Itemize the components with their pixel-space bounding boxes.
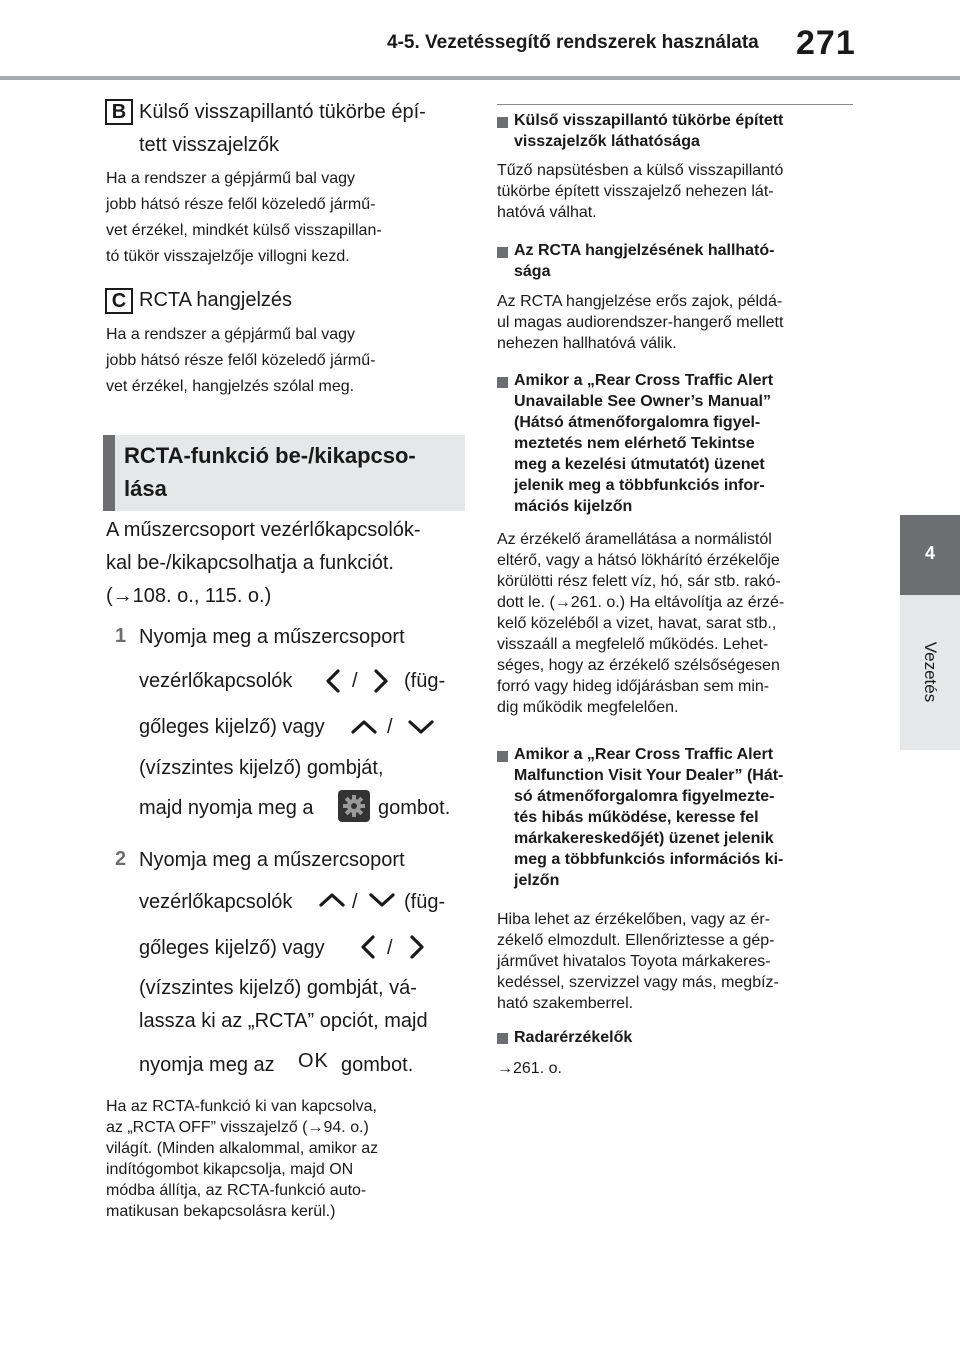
note-line: világít. (Minden alkalommal, amikor az [106,1140,379,1157]
bullet-square-icon [497,117,508,128]
intro-line: kal be-/kikapcsolhatja a funkciót. [106,552,394,574]
section-header-title: 4-5. Vezetéssegítő rendszerek használata [387,32,759,53]
chevron-up-icon [348,716,380,738]
ok-button-label: OK [298,1050,329,1072]
chevron-right-icon [370,667,392,695]
step2-line6a: nyomja meg az [139,1054,275,1076]
step2-line6b: gombot. [341,1054,414,1076]
intro-line: A műszercsoport vezérlőkapcsolók- [106,519,421,541]
step2-line2b: (füg- [404,891,446,913]
chapter-number: 4 [924,543,935,563]
step2-line3b: / [387,937,393,959]
section-title-line2: lása [124,476,167,501]
step1-line3b: / [387,716,393,738]
note-line: módba állítja, az RCTA-funkció auto- [106,1182,367,1199]
bullet-square-icon [497,1033,508,1044]
section-banner [103,435,465,511]
step1-slash: / [352,670,358,692]
chapter-label: Vezetés [921,641,940,703]
s2-heading: Az RCTA hangjelzésének hallható- sága [514,242,775,280]
intro-line: (→108. o., 115. o.) [106,585,272,607]
step1-line5a: majd nyomja meg a [139,797,314,819]
c-heading: RCTA hangjelzés [139,289,293,311]
b-body-line: tó tükör visszajelzője villogni kezd. [106,248,350,265]
chevron-down-icon [366,889,398,911]
chevron-left-icon [322,667,344,695]
callout-letter-b: B [105,99,133,125]
step2-slash: / [352,891,358,913]
chapter-tab[interactable] [900,515,960,595]
s3-heading: Amikor a „Rear Cross Traffic Alert Unavailable See Owner’s Manual” (Hátsó átmenőforgalomra figyel- meztetés nem elérhető Tekintse meg a kezelési útmutatót) üzenet jelenik meg a többfunkciós infor- mációs kijelzőn [514,372,774,515]
b-heading-line1: Külső visszapillantó tükörbe épí- [139,101,426,123]
b-body-line: vet érzékel, mindkét külső visszapillan- [106,222,382,239]
gear-icon [338,790,370,822]
c-body-line: Ha a rendszer a gépjármű bal vagy [106,326,356,343]
step1-line2b: (füg- [404,670,446,692]
right-column-rule [497,104,853,105]
chevron-left-icon [357,933,379,961]
note-paragraph [106,1096,466,1222]
step2-line5: lassza ki az „RCTA” opciót, majd [139,1010,428,1032]
bullet-square-icon [497,377,508,388]
step2-line2a: vezérlőkapcsolók [139,891,293,913]
step-number-1: 1 [115,625,127,647]
step2-line3a: gőleges kijelző) vagy [139,937,325,959]
b-body-line: Ha a rendszer a gépjármű bal vagy [106,170,356,187]
s1-heading: Külső visszapillantó tükörbe épített visszajelzők láthatósága [514,112,784,150]
step1-line4: (vízszintes kijelző) gombját, [139,757,384,779]
step2-line4: (vízszintes kijelző) gombját, vá- [139,977,417,999]
step1-line1: Nyomja meg a műszercsoport [139,626,405,648]
chapter-label-strip [900,595,960,750]
page-number: 271 [796,24,856,62]
bullet-square-icon [497,751,508,762]
bullet-square-icon [497,247,508,258]
chevron-right-icon [406,933,428,961]
section-title-line1: RCTA-funkció be-/kikapcso- [124,443,416,468]
callout-letter-c: C [105,288,133,314]
settings-button-icon [338,790,370,822]
step1-line2a: vezérlőkapcsolók [139,670,293,692]
s5-body[interactable]: →261. o. [497,1060,562,1077]
chevron-down-icon [405,716,437,738]
note-line: indítógombot kikapcsolja, majd ON [106,1161,354,1178]
s3-body: Az érzékelő áramellátása a normálistól eltérő, vagy a hátsó lökhárító érzékelője körülötti rész felett víz, hó, sár stb. rakó- dott le. (→261. o.) Ha eltávolítja az érzé- kelő közeléből a vizet, havat, sarat stb., visszaáll a megfelelő működés. Lehet- séges, hogy az érzékelő szélsőségesen forró vagy hideg időjárásban sem min- dig működik megfelelően. [497,531,785,716]
header-rule [0,76,960,80]
s4-body: Hiba lehet az érzékelőben, vagy az ér- zékelő elmozdult. Ellenőriztesse a gép- járművet hivatalos Toyota márkakeres- kedéssel, szervizzel vagy más, megbíz- ható szakemberrel. [497,911,779,1012]
note-line: az „RCTA OFF” visszajelző (→94. o.) [106,1119,369,1136]
step1-line5b: gombot. [378,797,451,819]
note-line: matikusan bekapcsolásra kerül.) [106,1203,336,1220]
b-body-line: jobb hátsó része felől közeledő jármű- [106,196,376,213]
step1-line3a: gőleges kijelző) vagy [139,716,325,738]
note-line: Ha az RCTA-funkció ki van kapcsolva, [106,1098,377,1115]
s4-heading: Amikor a „Rear Cross Traffic Alert Malfunction Visit Your Dealer” (Hát- só átmenőforgalomra figyelmezte- tés hibás működése, keresse fel márkakereskedőjét) üzenet jelenik meg a többfunkciós információs ki- jelzőn [514,746,784,889]
b-heading-line2: tett visszajelzők [139,134,280,156]
s1-body: Tűző napsütésben a külső visszapillantó tükörbe épített visszajelző nehezen lát- hatóvá válhat. [497,162,784,221]
s2-body: Az RCTA hangjelzése erős zajok, példá- ul magas audiorendszer-hangerő mellett nehezen hallhatóvá válik. [497,293,784,352]
c-body-line: jobb hátsó része felől közeledő jármű- [106,352,376,369]
step2-line1: Nyomja meg a műszercsoport [139,849,405,871]
section-banner-accent [103,435,115,511]
step-number-2: 2 [115,848,127,870]
s5-heading: Radarérzékelők [514,1029,633,1046]
chevron-up-icon [316,889,348,911]
c-body-line: vet érzékel, hangjelzés szólal meg. [106,378,355,395]
